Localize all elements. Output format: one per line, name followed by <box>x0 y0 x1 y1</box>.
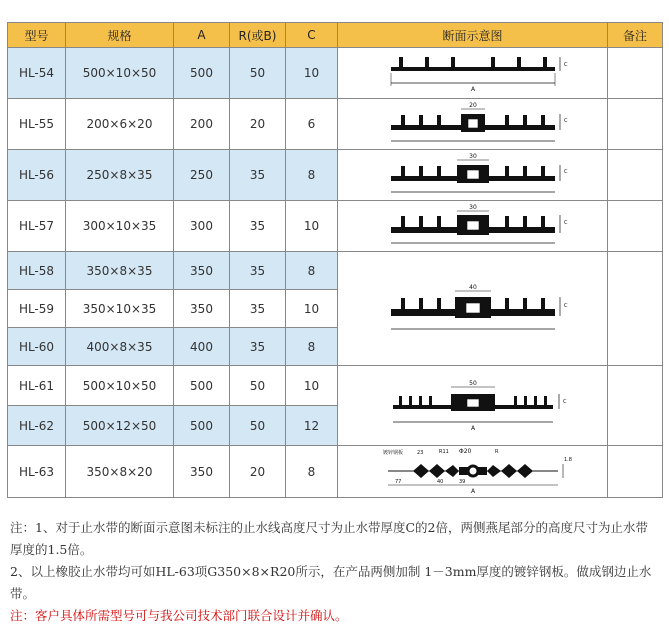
dim-c-label: C <box>563 118 567 124</box>
cell-model: HL-59 <box>8 290 66 328</box>
diagram-cell <box>338 150 608 201</box>
cell-a: 200 <box>174 99 230 150</box>
cell-spec: 250×8×35 <box>66 150 174 201</box>
header-model: 型号 <box>8 23 66 48</box>
cell-spec: 350×8×35 <box>66 252 174 290</box>
cell-model: HL-60 <box>8 328 66 366</box>
cell-spec: 500×10×50 <box>66 48 174 99</box>
dim-77-label: 77 <box>394 478 401 485</box>
table-row <box>8 366 663 406</box>
waterstop-diagram <box>373 49 573 97</box>
cell-rb: 35 <box>230 252 286 290</box>
spec-table <box>7 22 663 498</box>
cell-spec: 300×10×35 <box>66 201 174 252</box>
table-row <box>8 446 663 498</box>
header-spec: 规格 <box>66 23 174 48</box>
dim-c-label: C <box>562 398 566 405</box>
table-row <box>8 99 663 150</box>
cell-remarks <box>608 252 663 366</box>
dim-width-label: 50 <box>468 379 477 387</box>
cell-spec: 400×8×35 <box>66 328 174 366</box>
cell-c: 8 <box>286 446 338 498</box>
cell-a: 400 <box>174 328 230 366</box>
cell-spec: 350×10×35 <box>66 290 174 328</box>
cell-rb: 20 <box>230 446 286 498</box>
note-3: 注：客户具体所需型号可与我公司技术部门联合设计并确认。 <box>10 608 348 623</box>
cell-model: HL-58 <box>8 252 66 290</box>
diagram-cell <box>338 446 608 498</box>
cell-spec: 200×6×20 <box>66 99 174 150</box>
cell-a: 300 <box>174 201 230 252</box>
table-row <box>8 150 663 201</box>
cell-c: 12 <box>286 406 338 446</box>
cell-a: 500 <box>174 366 230 406</box>
dim-c-label: C <box>563 62 567 68</box>
table-row <box>8 201 663 252</box>
note-2: 2、以上橡胶止水带均可如HL-63项G350×8×R20所示，在产品两侧加制 1－3mm厚度的镀锌钢板。做成钢边止水带。 <box>10 564 652 601</box>
waterstop-diagram <box>373 279 573 339</box>
note-1: 注：1、对于止水带的断面示意图未标注的止水线高度尺寸为止水带厚度C的2倍，两侧燕尾部分的高度尺寸为止水带厚度的1.5倍。 <box>10 520 648 557</box>
cell-rb: 50 <box>230 366 286 406</box>
diagram-cell <box>338 366 608 446</box>
cell-a: 350 <box>174 252 230 290</box>
cell-remarks <box>608 150 663 201</box>
waterstop-diagram <box>373 151 573 199</box>
dim-c-label: C <box>563 169 567 175</box>
cell-model: HL-61 <box>8 366 66 406</box>
cell-c: 8 <box>286 150 338 201</box>
cell-c: 10 <box>286 366 338 406</box>
waterstop-diagram <box>373 202 573 250</box>
dim-width-label: 30 <box>468 204 477 211</box>
header-rb: R(或B) <box>230 23 286 48</box>
cell-c: 10 <box>286 201 338 252</box>
cell-a: 350 <box>174 446 230 498</box>
dim-c-label: C <box>563 302 567 309</box>
dim-width-label: 20 <box>468 102 477 109</box>
cell-remarks <box>608 201 663 252</box>
dim-39-label: 39 <box>458 478 465 485</box>
cell-remarks <box>608 99 663 150</box>
cell-a: 500 <box>174 406 230 446</box>
dim-23-label: 23 <box>416 449 423 456</box>
cell-rb: 50 <box>230 406 286 446</box>
diagram-cell <box>338 99 608 150</box>
cell-c: 10 <box>286 48 338 99</box>
waterstop-diagram <box>373 100 573 148</box>
cell-a: 500 <box>174 48 230 99</box>
cell-spec: 350×8×20 <box>66 446 174 498</box>
steel-edge-waterstop-diagram <box>373 447 573 497</box>
cell-rb: 50 <box>230 48 286 99</box>
waterstop-diagram <box>373 376 573 436</box>
cell-spec: 500×10×50 <box>66 366 174 406</box>
cell-remarks <box>608 48 663 99</box>
cell-model: HL-54 <box>8 48 66 99</box>
dim-a-label: A <box>470 424 475 432</box>
cell-rb: 20 <box>230 99 286 150</box>
dim-r11-label: R11 <box>438 448 449 455</box>
cell-rb: 35 <box>230 328 286 366</box>
header-row <box>8 23 663 48</box>
cell-remarks <box>608 446 663 498</box>
cell-model: HL-57 <box>8 201 66 252</box>
notes-section <box>10 517 660 627</box>
dim-a-label: A <box>470 86 475 93</box>
steel-plate-label: 镀锌钢板 <box>382 449 403 456</box>
diagram-cell <box>338 201 608 252</box>
diagram-cell <box>338 48 608 99</box>
dim-width-label: 30 <box>468 153 477 160</box>
dim-1-8-label: 1.8 <box>563 456 572 463</box>
cell-spec: 500×12×50 <box>66 406 174 446</box>
diagram-cell <box>338 252 608 366</box>
cell-model: HL-62 <box>8 406 66 446</box>
header-diagram: 断面示意图 <box>338 23 608 48</box>
cell-model: HL-56 <box>8 150 66 201</box>
dim-width-label: 40 <box>468 283 477 291</box>
dim-40-label: 40 <box>436 478 443 485</box>
table-row <box>8 252 663 290</box>
dim-c-label: C <box>563 220 567 226</box>
table-row <box>8 48 663 99</box>
cell-remarks <box>608 366 663 446</box>
header-a: A <box>174 23 230 48</box>
cell-rb: 35 <box>230 150 286 201</box>
cell-a: 250 <box>174 150 230 201</box>
cell-c: 6 <box>286 99 338 150</box>
header-remarks: 备注 <box>608 23 663 48</box>
header-c: C <box>286 23 338 48</box>
dim-a-label: A <box>470 487 475 495</box>
cell-a: 350 <box>174 290 230 328</box>
cell-c: 10 <box>286 290 338 328</box>
dim-r-label: R <box>494 448 498 455</box>
cell-model: HL-63 <box>8 446 66 498</box>
cell-rb: 35 <box>230 201 286 252</box>
cell-c: 8 <box>286 252 338 290</box>
cell-rb: 35 <box>230 290 286 328</box>
cell-c: 8 <box>286 328 338 366</box>
dim-phi20-label: Φ20 <box>458 447 471 455</box>
cell-model: HL-55 <box>8 99 66 150</box>
